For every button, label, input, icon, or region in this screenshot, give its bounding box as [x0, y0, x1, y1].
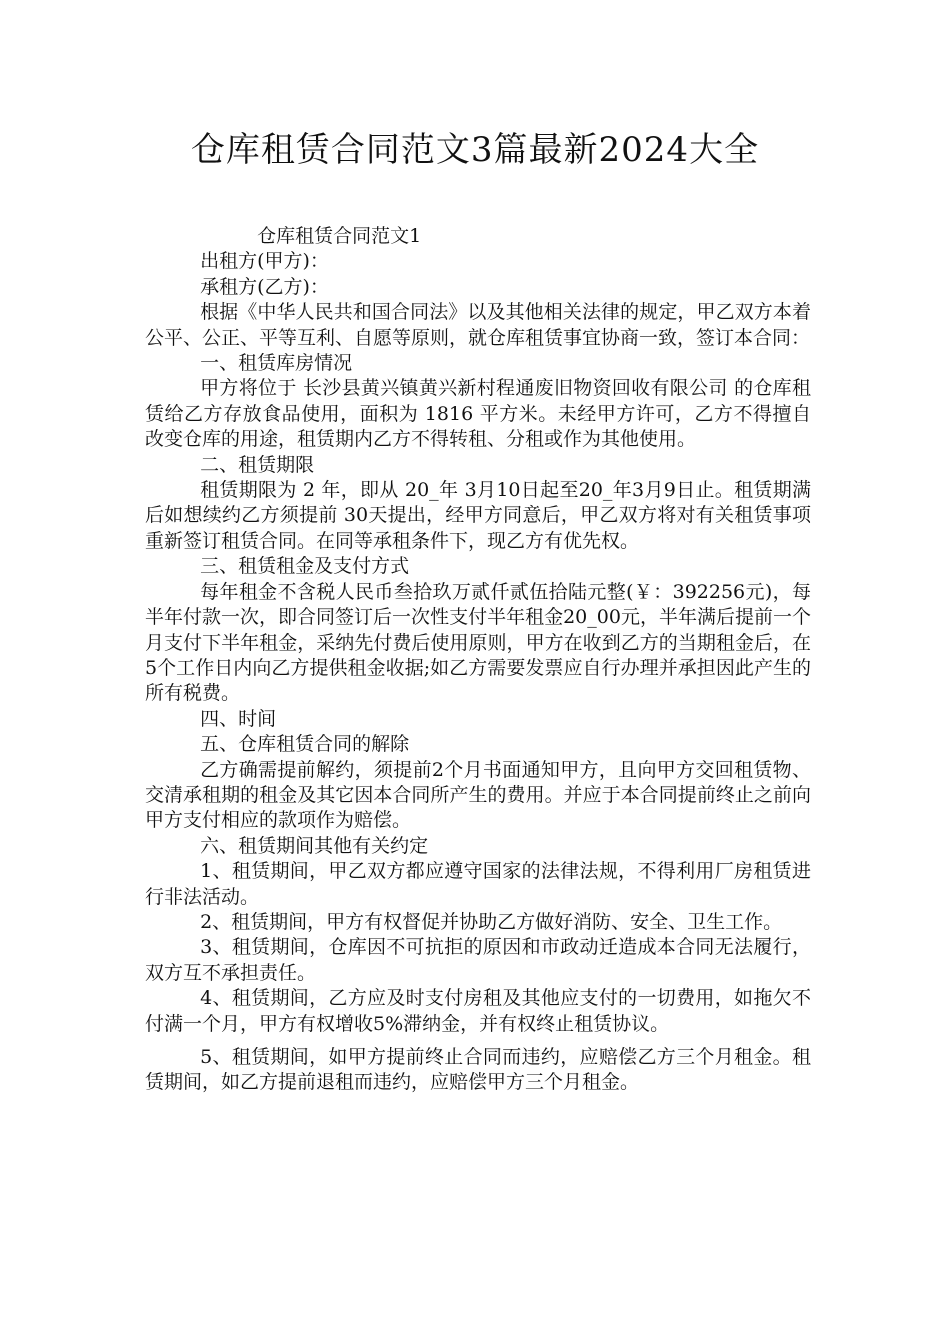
document-title: 仓库租赁合同范文3篇最新2024大全: [190, 130, 760, 170]
termination-paragraph: 乙方确需提前解约，须提前2个月书面通知甲方，且向甲方交回租赁物、交清承租期的租金及其它因本合同所产生的费用。并应于本合同提前终止之前向甲方支付相应的款项作为赔偿。: [145, 758, 811, 832]
document-body: [145, 224, 811, 1096]
rent-payment-paragraph: 每年租金不含税人民币叁拾玖万贰仟贰伍拾陆元整(￥：392256元)，每半年付款一次，即合同签订后一次性支付半年租金20_00元，半年满后提前一个月支付下半年租金，采纳先付费后使用原则，甲方在收到乙方的当期租金后，在5个工作日内向乙方提供租金收据;如乙方需要发票应自行办理并承担因此产生的所有税费。: [145, 580, 811, 705]
preamble-paragraph: 根据《中华人民共和国合同法》以及其他相关法律的规定，甲乙双方本着公平、公正、平等互利、自愿等原则，就仓库租赁事宜协商一致，签订本合同：: [145, 301, 811, 349]
section-subtitle: 仓库租赁合同范文1: [257, 225, 422, 247]
clause-2: 2、租赁期间，甲方有权督促并协助乙方做好消防、安全、卫生工作。: [200, 910, 783, 933]
lease-term-paragraph: 租赁期限为 2 年，即从 20_年 3月10日起至20_年3月9日止。租赁期满后如想续约乙方须提前 30天提出，经甲方同意后，甲乙双方将对有关租赁事项重新签订租赁合同。在同等承租条件下，现乙方有优先权。: [145, 479, 811, 552]
section-heading-6: 六、租赁期间其他有关约定: [200, 834, 429, 857]
section-heading-4: 四、时间: [200, 707, 277, 730]
warehouse-info-paragraph: 甲方将位于 长沙县黄兴镇黄兴新村程通废旧物资回收有限公司 的仓库租赁给乙方存放食品使用，面积为 1816 平方米。未经甲方许可，乙方不得擅自改变仓库的用途，租赁期内乙方不得转租、分租或作为其他使用。: [145, 377, 811, 451]
lessee-line: 承租方(乙方)：: [200, 275, 329, 298]
section-heading-1: 一、租赁库房情况: [200, 352, 353, 375]
clause-1: 1、租赁期间，甲乙双方都应遵守国家的法律法规，不得利用厂房租赁进行非法活动。: [145, 860, 811, 908]
section-heading-2: 二、租赁期限: [200, 453, 315, 476]
clause-3: 3、租赁期间，仓库因不可抗拒的原因和市政动迁造成本合同无法履行，双方互不承担责任。: [145, 936, 811, 984]
section-heading-3: 三、租赁租金及支付方式: [200, 555, 410, 578]
section-heading-5: 五、仓库租赁合同的解除: [200, 733, 410, 756]
clause-4: 4、租赁期间，乙方应及时支付房租及其他应支付的一切费用，如拖欠不付满一个月，甲方有权增收5%滞纳金，并有权终止租赁协议。: [145, 987, 811, 1035]
clause-5: 5、租赁期间，如甲方提前终止合同而违约，应赔偿乙方三个月租金。租赁期间，如乙方提前退租而违约，应赔偿甲方三个月租金。: [145, 1046, 811, 1094]
lessor-line: 出租方(甲方)：: [200, 250, 329, 273]
